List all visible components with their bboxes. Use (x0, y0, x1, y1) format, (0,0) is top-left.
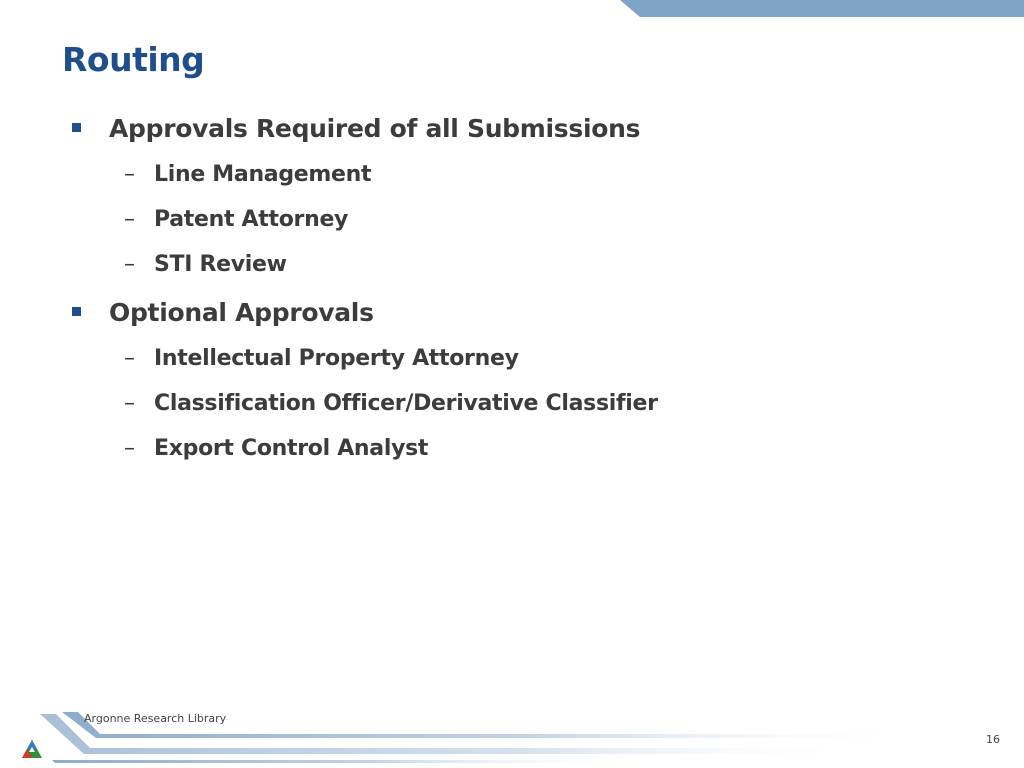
footer-library-name: Argonne Research Library (84, 712, 227, 725)
dash-marker: – (124, 346, 135, 371)
dash-marker: – (124, 436, 135, 461)
sub-bullet-text: Export Control Analyst (154, 436, 429, 461)
argonne-logo-icon (20, 738, 44, 762)
dash-marker: – (124, 162, 135, 187)
bullet-text: Approvals Required of all Submissions (109, 114, 641, 143)
dash-marker: – (124, 252, 135, 277)
page-number: 16 (986, 733, 1000, 746)
bullet-text: Optional Approvals (109, 298, 374, 327)
square-bullet-icon (72, 307, 81, 316)
dash-marker: – (124, 391, 135, 416)
sub-bullet-text: Classification Officer/Derivative Classifier (154, 391, 658, 416)
sub-bullet-text: Patent Attorney (154, 207, 349, 232)
sub-bullet-text: Line Management (154, 162, 372, 187)
sub-bullet-text: Intellectual Property Attorney (154, 346, 519, 371)
top-accent-band (0, 0, 1024, 18)
footer-band (0, 700, 1024, 768)
slide-title: Routing (62, 40, 205, 79)
dash-marker: – (124, 207, 135, 232)
sub-bullet-text: STI Review (154, 252, 287, 277)
square-bullet-icon (72, 123, 81, 132)
